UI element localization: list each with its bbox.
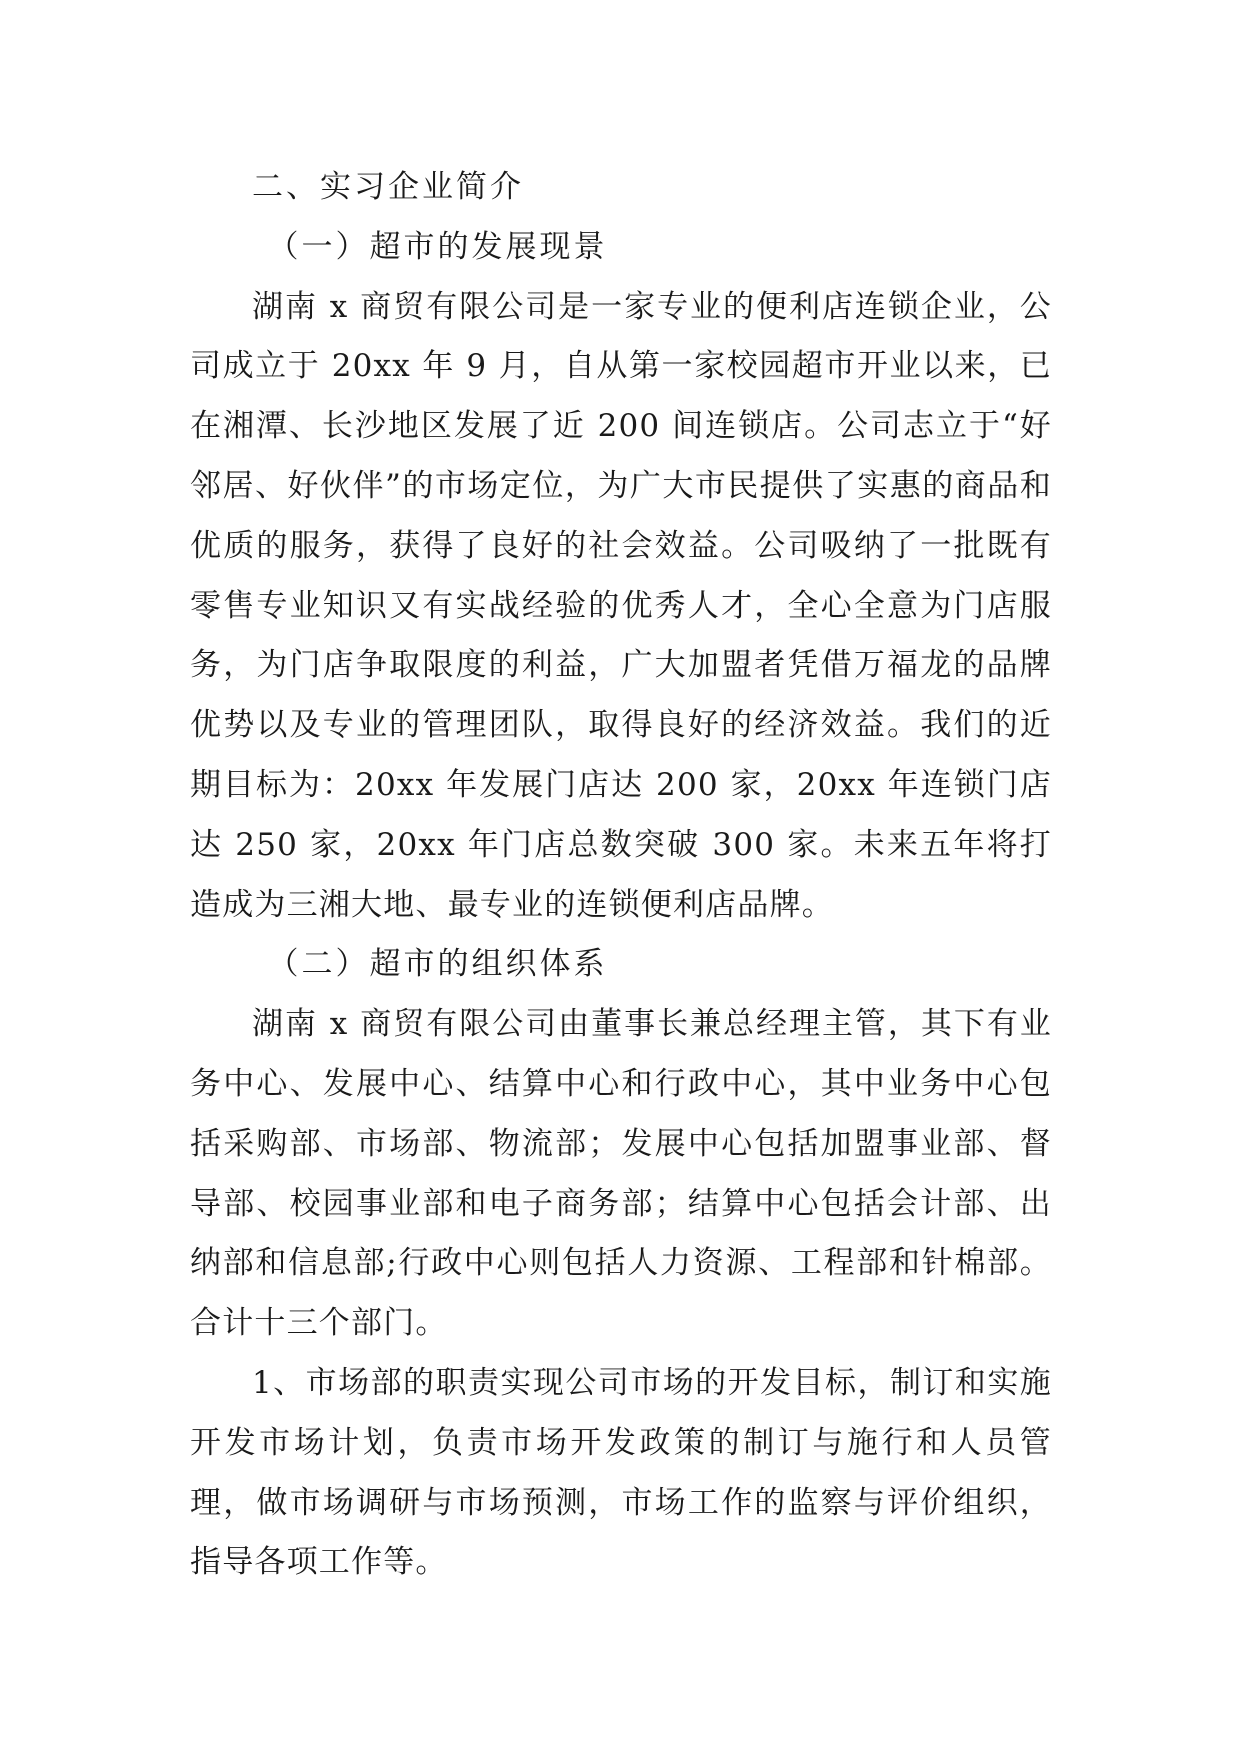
paragraph-market-department: 1、市场部的职责实现公司市场的开发目标，制订和实施开发市场计划，负责市场开发政策的制订与施行和人员管理，做市场调研与市场预测，市场工作的监察与评价组织，指导各项工作等。 bbox=[190, 1364, 1052, 1581]
subsection-title-organization: （二）超市的组织体系 bbox=[267, 946, 608, 983]
document-body bbox=[190, 158, 1052, 1593]
section-title: 二、实习企业简介 bbox=[252, 169, 524, 205]
paragraph-organization: 湖南 x 商贸有限公司由董事长兼总经理主管，其下有业务中心、发展中心、结算中心和行政中心，其中业务中心包括采购部、市场部、物流部；发展中心包括加盟事业部、督导部、校园事业部和电子商务部；结算中心包括会计部、出纳部和信息部;行政中心则包括人力资源、工程部和针棉部。合计十三个部门。 bbox=[190, 1006, 1052, 1342]
paragraph-company-overview: 湖南 x 商贸有限公司是一家专业的便利店连锁企业，公司成立于 20xx 年 9 月，自从第一家校园超市开业以来，已在湘潭、长沙地区发展了近 200 间连锁店。公司志立于“好邻居、好伙伴”的市场定位，为广大市民提供了实惠的商品和优质的服务，获得了良好的社会效益。公司吸纳了一批既有零售专业知识又有实战经验的优秀人才，全心全意为门店服务，为门店争取限度的利益，广大加盟者凭借万福龙的品牌优势以及专业的管理团队，取得良好的经济效益。我们的近期目标为：20xx 年发展门店达 200 家，20xx 年连锁门店达 250 家，20xx 年门店总数突破 300 家。未来五年将打造成为三湘大地、最专业的连锁便利店品牌。 bbox=[190, 288, 1052, 923]
subsection-title-development: （一）超市的发展现景 bbox=[267, 228, 608, 265]
